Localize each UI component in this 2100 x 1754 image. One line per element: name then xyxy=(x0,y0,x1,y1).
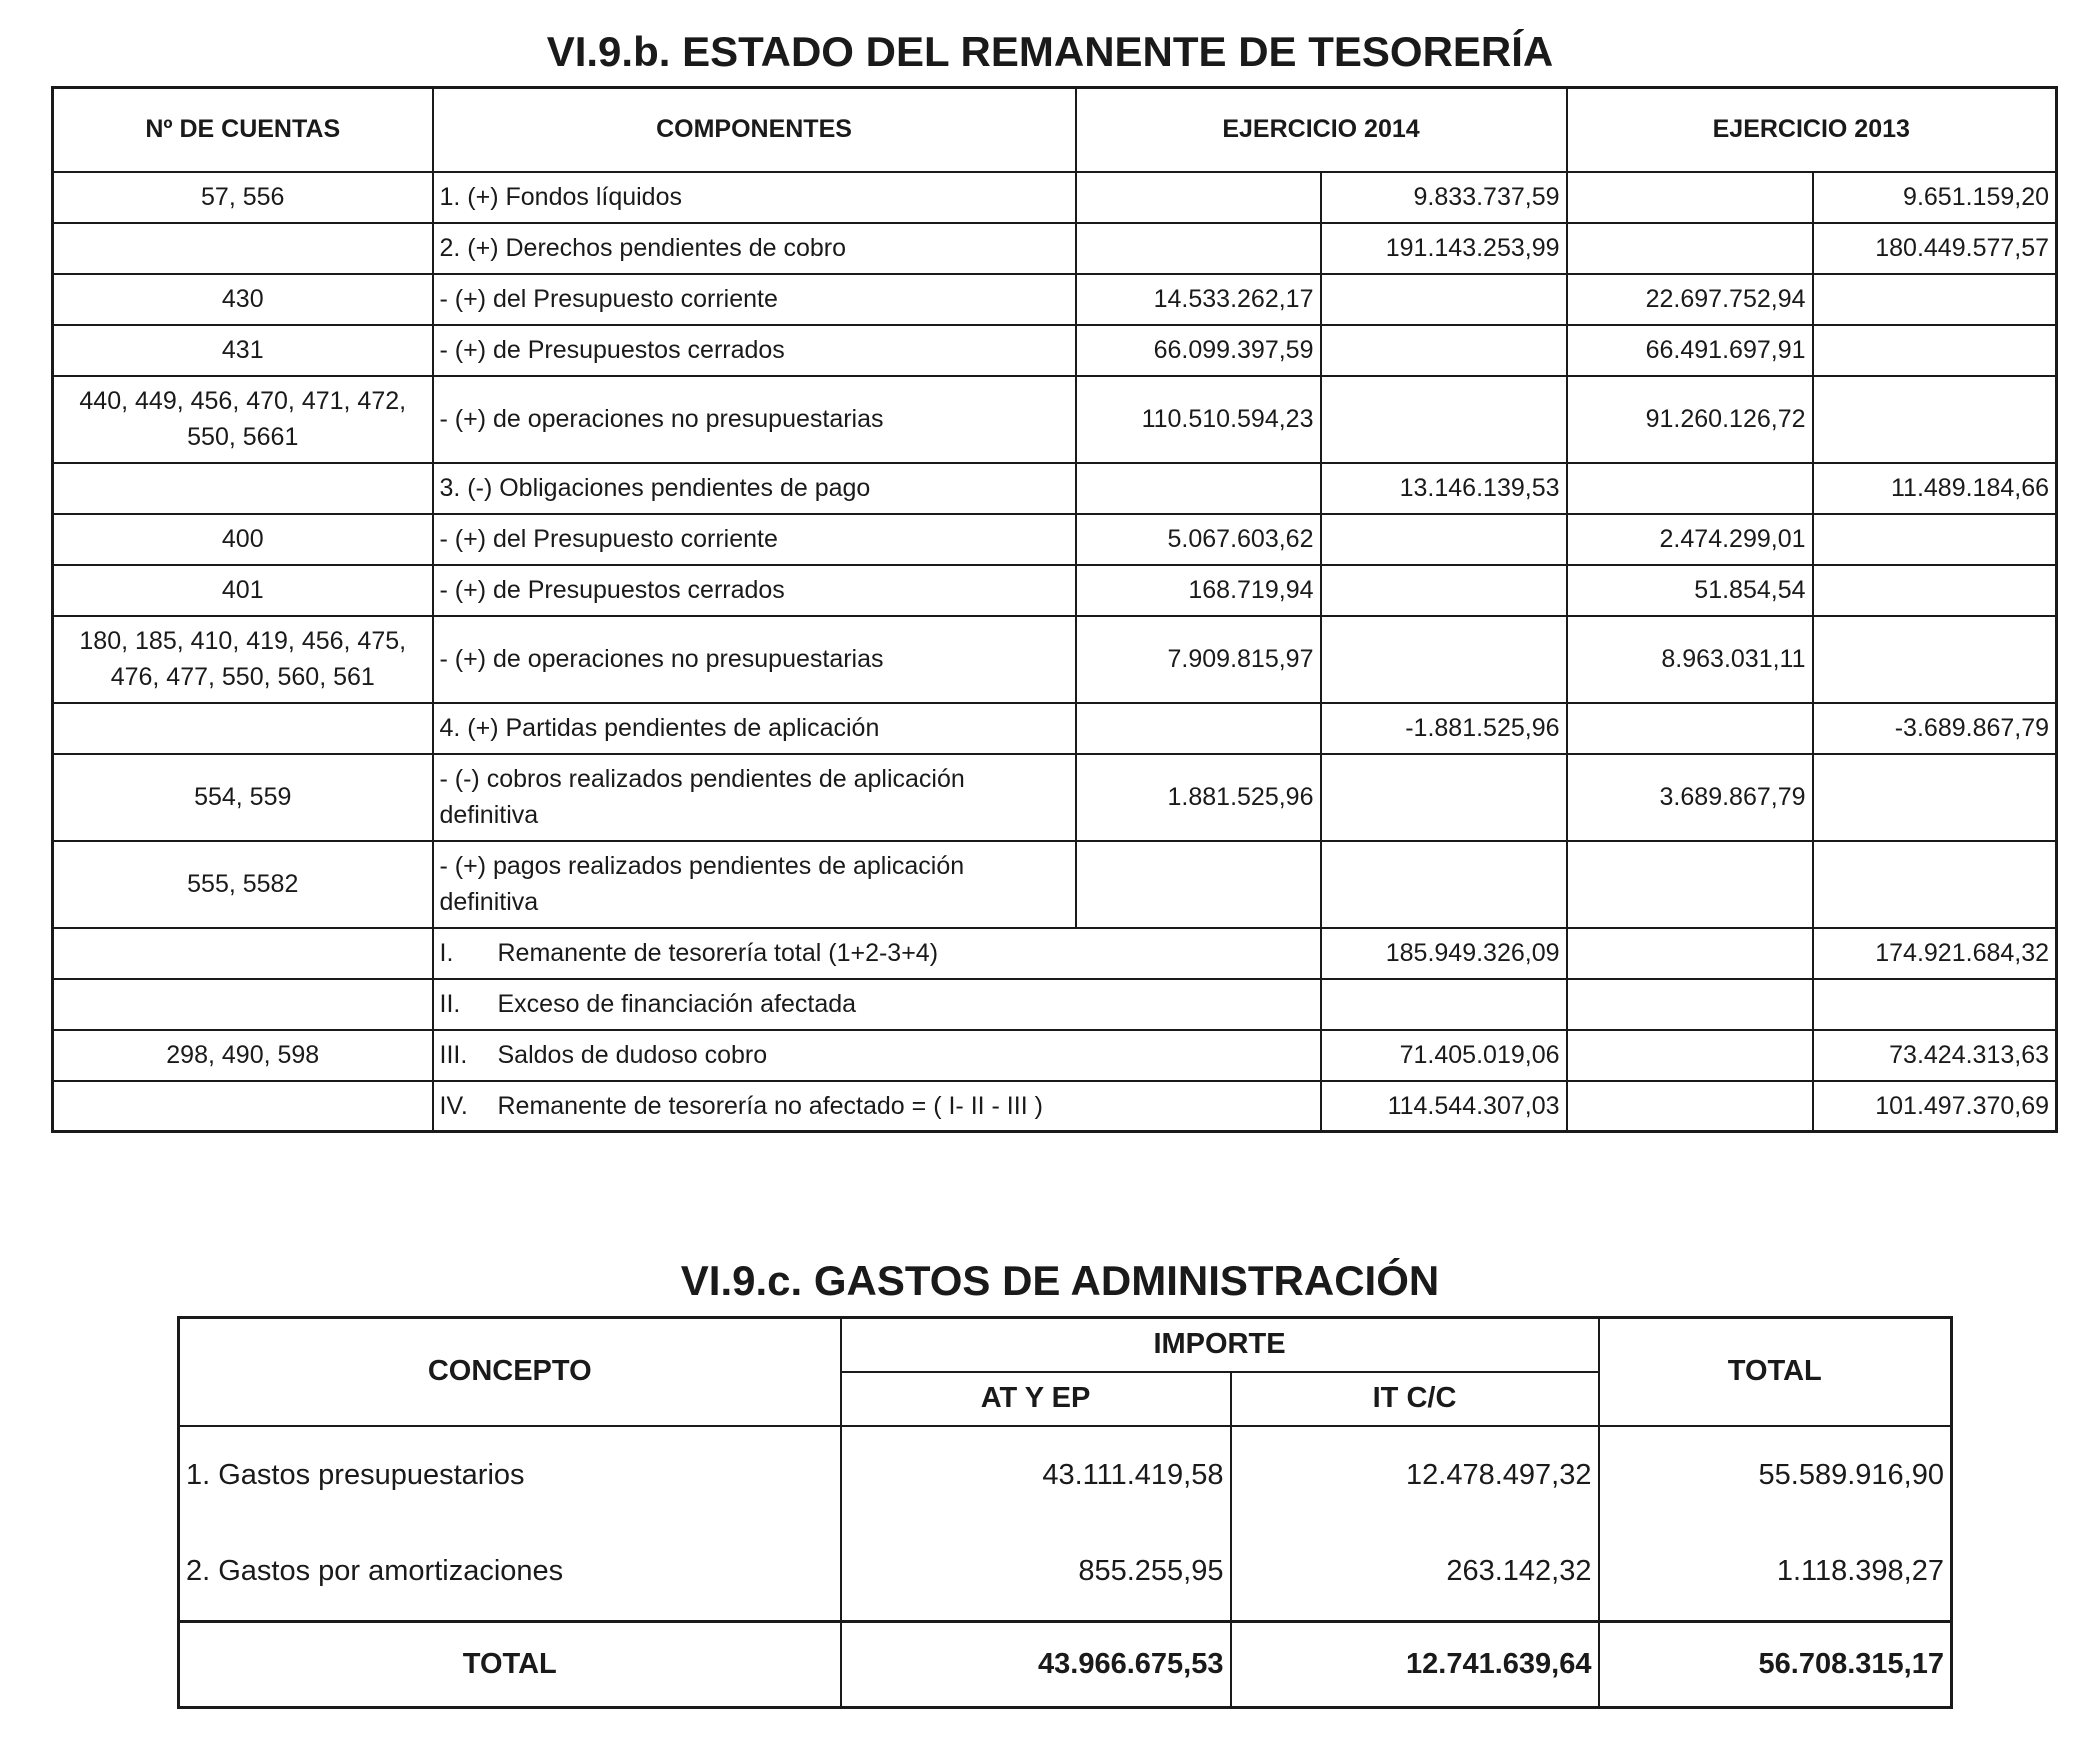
component-cell: 3. (-) Obligaciones pendientes de pago xyxy=(433,463,1076,514)
y2013-detail-cell xyxy=(1567,703,1813,754)
y2013-detail-cell: 8.963.031,11 xyxy=(1567,616,1813,703)
y2014-total-cell: 191.143.253,99 xyxy=(1321,223,1567,274)
roman-numeral: II. xyxy=(439,990,461,1018)
y2014-detail-cell: 7.909.815,97 xyxy=(1076,616,1321,703)
component-cell: 4. (+) Partidas pendientes de aplicación xyxy=(433,703,1076,754)
table-row xyxy=(53,616,2057,703)
accounts-cell xyxy=(53,928,433,979)
accounts-cell xyxy=(53,1081,433,1132)
summary-row xyxy=(53,979,2057,1030)
summary-row xyxy=(53,928,2057,979)
y2014-detail-cell: 66.099.397,59 xyxy=(1076,325,1321,376)
y2014-total-cell: 114.544.307,03 xyxy=(1321,1081,1567,1132)
accounts-cell xyxy=(53,223,433,274)
header-concept: CONCEPTO xyxy=(179,1318,841,1426)
y2014-total-cell xyxy=(1321,754,1567,841)
table-row xyxy=(53,565,2057,616)
header-accounts: Nº DE CUENTAS xyxy=(53,88,433,172)
component-cell: - (-) cobros realizados pendientes de aplicación definitiva xyxy=(433,754,1076,841)
accounts-cell: 180, 185, 410, 419, 456, 475, 476, 477, 550, 560, 561 xyxy=(53,616,433,703)
accounts-cell: 554, 559 xyxy=(53,754,433,841)
y2014-total-cell: 185.949.326,09 xyxy=(1321,928,1567,979)
header-at-ep: AT Y EP xyxy=(841,1372,1231,1426)
header-total: TOTAL xyxy=(1599,1318,1952,1426)
y2013-total-cell: 101.497.370,69 xyxy=(1813,1081,2057,1132)
accounts-cell xyxy=(53,463,433,514)
y2014-total-cell: 9.833.737,59 xyxy=(1321,172,1567,223)
at-ep-cell: 855.255,95 xyxy=(841,1524,1231,1622)
table-row xyxy=(53,463,2057,514)
y2013-total-cell xyxy=(1813,376,2057,463)
y2013-detail-cell: 2.474.299,01 xyxy=(1567,514,1813,565)
y2014-total-cell xyxy=(1321,616,1567,703)
accounts-cell xyxy=(53,703,433,754)
y2013-detail-cell xyxy=(1567,172,1813,223)
table-row xyxy=(53,172,2057,223)
summary-label-cell xyxy=(433,1030,1321,1081)
header-year-2013: EJERCICIO 2013 xyxy=(1567,88,2057,172)
accounts-cell: 401 xyxy=(53,565,433,616)
y2013-total-cell xyxy=(1813,979,2057,1030)
it-cc-cell: 263.142,32 xyxy=(1231,1524,1599,1622)
table-row xyxy=(53,274,2057,325)
roman-numeral: IV. xyxy=(439,1091,468,1120)
accounts-cell: 440, 449, 456, 470, 471, 472, 550, 5661 xyxy=(53,376,433,463)
header-year-2014: EJERCICIO 2014 xyxy=(1076,88,1567,172)
at-ep-total-cell: 43.966.675,53 xyxy=(841,1622,1231,1708)
table-row xyxy=(53,703,2057,754)
total-cell: 55.589.916,90 xyxy=(1599,1426,1952,1524)
y2013-total-cell xyxy=(1813,325,2057,376)
y2013-detail-cell xyxy=(1567,841,1813,928)
total-label-cell: TOTAL xyxy=(179,1622,841,1708)
total-row xyxy=(179,1622,1952,1708)
y2013-total-cell xyxy=(1813,616,2057,703)
y2013-detail-cell xyxy=(1567,1081,1813,1132)
y2014-total-cell xyxy=(1321,325,1567,376)
y2014-total-cell: 71.405.019,06 xyxy=(1321,1030,1567,1081)
y2014-detail-cell: 14.533.262,17 xyxy=(1076,274,1321,325)
total-cell: 1.118.398,27 xyxy=(1599,1524,1952,1622)
y2014-total-cell: -1.881.525,96 xyxy=(1321,703,1567,754)
component-cell: - (+) de Presupuestos cerrados xyxy=(433,325,1076,376)
table-row xyxy=(53,376,2057,463)
y2013-detail-cell xyxy=(1567,463,1813,514)
y2014-detail-cell xyxy=(1076,841,1321,928)
summary-label-cell xyxy=(433,928,1321,979)
y2014-detail-cell xyxy=(1076,703,1321,754)
at-ep-cell: 43.111.419,58 xyxy=(841,1426,1231,1524)
accounts-cell: 555, 5582 xyxy=(53,841,433,928)
y2013-detail-cell xyxy=(1567,979,1813,1030)
y2014-total-cell xyxy=(1321,979,1567,1030)
accounts-cell: 57, 556 xyxy=(53,172,433,223)
table-row xyxy=(179,1426,1952,1524)
accounts-cell: 431 xyxy=(53,325,433,376)
y2013-total-cell: 180.449.577,57 xyxy=(1813,223,2057,274)
y2014-detail-cell: 168.719,94 xyxy=(1076,565,1321,616)
header-components: COMPONENTES xyxy=(433,88,1076,172)
roman-numeral: III. xyxy=(439,1041,468,1069)
y2013-detail-cell: 51.854,54 xyxy=(1567,565,1813,616)
y2013-total-cell: 73.424.313,63 xyxy=(1813,1030,2057,1081)
y2013-detail-cell: 66.491.697,91 xyxy=(1567,325,1813,376)
y2013-total-cell xyxy=(1813,841,2057,928)
component-cell: 1. (+) Fondos líquidos xyxy=(433,172,1076,223)
accounts-cell: 400 xyxy=(53,514,433,565)
y2014-total-cell xyxy=(1321,514,1567,565)
concept-cell: 1. Gastos presupuestarios xyxy=(179,1426,841,1524)
y2014-detail-cell: 5.067.603,62 xyxy=(1076,514,1321,565)
table-row xyxy=(53,514,2057,565)
table-row xyxy=(53,325,2057,376)
section-b-title: VI.9.b. ESTADO DEL REMANENTE DE TESORERÍA xyxy=(546,28,1554,75)
table-row xyxy=(53,223,2057,274)
it-cc-total-cell: 12.741.639,64 xyxy=(1231,1622,1599,1708)
component-cell: - (+) de Presupuestos cerrados xyxy=(433,565,1076,616)
component-cell: - (+) del Presupuesto corriente xyxy=(433,514,1076,565)
summary-label: Exceso de financiación afectada xyxy=(497,990,857,1018)
y2014-detail-cell: 1.881.525,96 xyxy=(1076,754,1321,841)
table-row xyxy=(53,841,2057,928)
grand-total-cell: 56.708.315,17 xyxy=(1599,1622,1952,1708)
y2013-detail-cell: 91.260.126,72 xyxy=(1567,376,1813,463)
component-cell: - (+) de operaciones no presupuestarias xyxy=(433,376,1076,463)
table-header-row xyxy=(53,88,2057,172)
y2013-total-cell xyxy=(1813,754,2057,841)
y2014-total-cell xyxy=(1321,376,1567,463)
summary-label: Saldos de dudoso cobro xyxy=(497,1041,768,1069)
y2013-detail-cell xyxy=(1567,223,1813,274)
y2013-detail-cell xyxy=(1567,928,1813,979)
y2013-total-cell: 9.651.159,20 xyxy=(1813,172,2057,223)
y2014-detail-cell xyxy=(1076,223,1321,274)
accounts-cell xyxy=(53,979,433,1030)
summary-label: Remanente de tesorería no afectado = ( I- II - III ) xyxy=(497,1091,1043,1120)
header-importe: IMPORTE xyxy=(841,1318,1599,1372)
accounts-cell: 430 xyxy=(53,274,433,325)
section-c-title: VI.9.c. GASTOS DE ADMINISTRACIÓN xyxy=(680,1257,1440,1304)
y2013-detail-cell: 3.689.867,79 xyxy=(1567,754,1813,841)
y2014-total-cell xyxy=(1321,274,1567,325)
y2014-detail-cell xyxy=(1076,463,1321,514)
y2014-total-cell: 13.146.139,53 xyxy=(1321,463,1567,514)
y2014-total-cell xyxy=(1321,841,1567,928)
y2013-total-cell xyxy=(1813,565,2057,616)
table-row xyxy=(179,1524,1952,1622)
it-cc-cell: 12.478.497,32 xyxy=(1231,1426,1599,1524)
y2013-total-cell: 11.489.184,66 xyxy=(1813,463,2057,514)
accounts-cell: 298, 490, 598 xyxy=(53,1030,433,1081)
y2013-total-cell: 174.921.684,32 xyxy=(1813,928,2057,979)
y2013-total-cell: -3.689.867,79 xyxy=(1813,703,2057,754)
summary-label: Remanente de tesorería total (1+2-3+4) xyxy=(497,939,939,967)
component-cell: - (+) de operaciones no presupuestarias xyxy=(433,616,1076,703)
component-cell: - (+) pagos realizados pendientes de aplicación definitiva xyxy=(433,841,1076,928)
table-row xyxy=(53,754,2057,841)
roman-numeral: I. xyxy=(439,939,454,967)
table-header-row xyxy=(179,1318,1952,1372)
y2013-detail-cell: 22.697.752,94 xyxy=(1567,274,1813,325)
concept-cell: 2. Gastos por amortizaciones xyxy=(179,1524,841,1622)
summary-row xyxy=(53,1030,2057,1081)
y2013-total-cell xyxy=(1813,274,2057,325)
summary-label-cell xyxy=(433,1081,1321,1132)
component-cell: - (+) del Presupuesto corriente xyxy=(433,274,1076,325)
gastos-administracion-table xyxy=(177,1316,1953,1709)
remanente-tesoreria-table xyxy=(51,86,2058,1133)
component-cell: 2. (+) Derechos pendientes de cobro xyxy=(433,223,1076,274)
summary-label-cell xyxy=(433,979,1321,1030)
y2014-total-cell xyxy=(1321,565,1567,616)
y2013-detail-cell xyxy=(1567,1030,1813,1081)
y2014-detail-cell: 110.510.594,23 xyxy=(1076,376,1321,463)
header-it-cc: IT C/C xyxy=(1231,1372,1599,1426)
summary-row xyxy=(53,1081,2057,1132)
y2013-total-cell xyxy=(1813,514,2057,565)
y2014-detail-cell xyxy=(1076,172,1321,223)
